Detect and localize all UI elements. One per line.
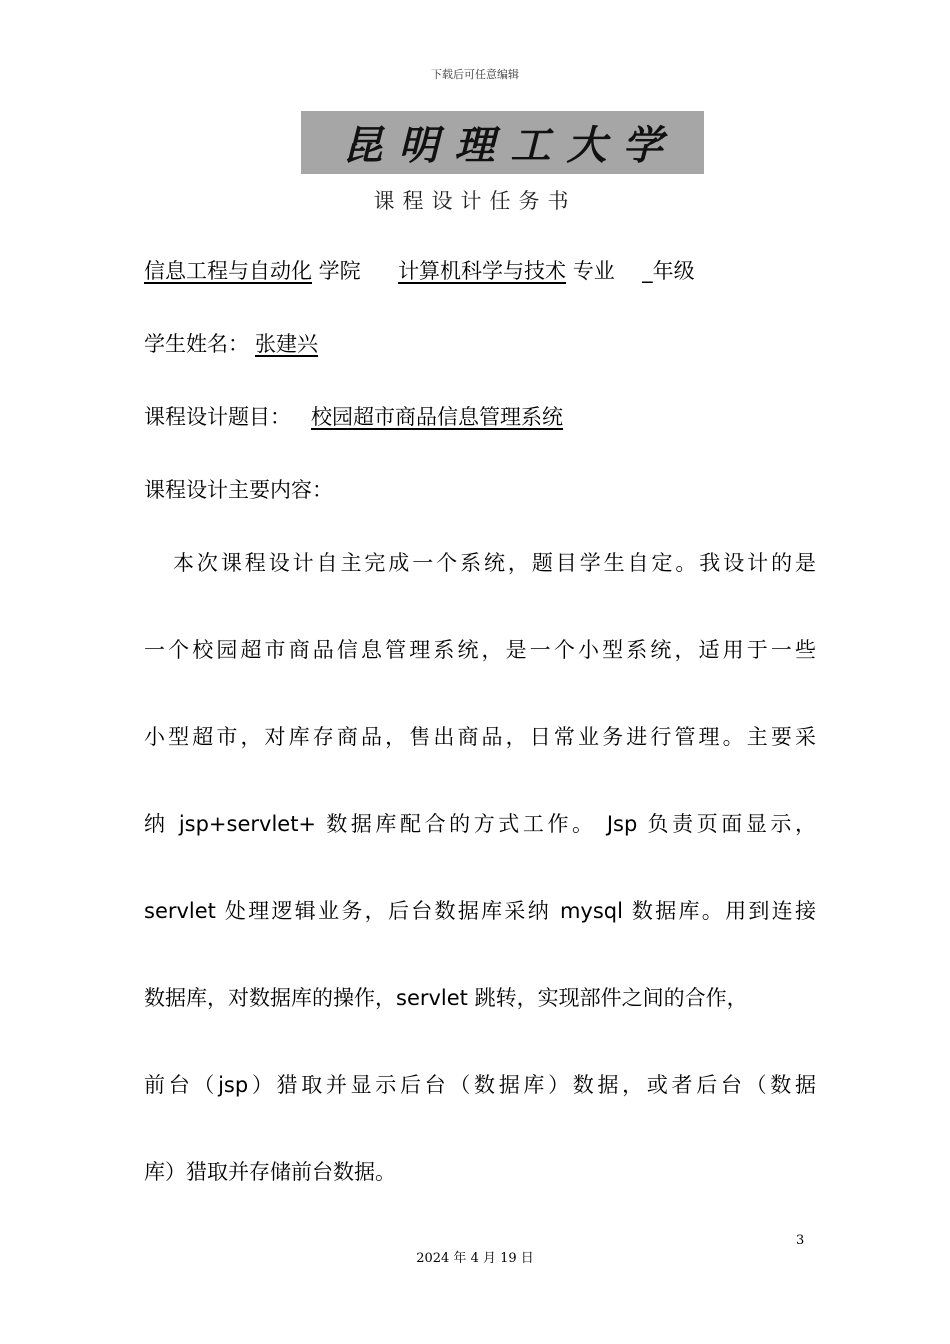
college-suffix: 学院 xyxy=(312,259,361,283)
paragraph-line: 纳 jsp+servlet+ 数据库配合的方式工作。 Jsp 负责页面显示， xyxy=(144,812,816,836)
content-label: 课程设计主要内容： xyxy=(144,478,333,502)
student-label: 学生姓名： xyxy=(144,332,249,356)
document-title: 课程设计任务书 xyxy=(373,189,577,213)
paragraph-line: 数据库，对数据库的操作，servlet 跳转，实现部件之间的合作， xyxy=(144,986,748,1010)
college-major-line xyxy=(144,257,695,285)
major-name: 计算机科学与技术 xyxy=(398,259,567,283)
content-line xyxy=(144,476,333,504)
paragraph-line: 一个校园超市商品信息管理系统，是一个小型系统，适用于一些 xyxy=(144,638,816,662)
paragraph-line: 小型超市，对库存商品，售出商品，日常业务进行管理。主要采 xyxy=(144,725,816,749)
topic-line xyxy=(144,403,563,431)
footer-date: 2024 年 4 月 19 日 xyxy=(416,1251,534,1266)
paragraph-line: servlet 处理逻辑业务，后台数据库采纳 mysql 数据库。用到连接 xyxy=(144,899,816,923)
header-note: 下载后可任意编辑 xyxy=(431,68,519,81)
university-logo xyxy=(301,111,704,174)
topic-label: 课程设计题目： xyxy=(144,405,291,429)
student-name: 张建兴 xyxy=(255,332,318,356)
student-line xyxy=(144,330,370,358)
grade-blank: _ xyxy=(642,259,653,283)
college-name: 信息工程与自动化 xyxy=(144,259,312,283)
paragraph-line: 前台（jsp）猎取并显示后台（数据库）数据，或者后台（数据 xyxy=(144,1073,816,1097)
grade-suffix: 年级 xyxy=(652,259,695,283)
university-logo-text: 昆明理工大学 xyxy=(342,122,679,169)
major-suffix: 专业 xyxy=(566,259,615,283)
paragraph-line: 库）猎取并存储前台数据。 xyxy=(144,1160,396,1184)
paragraph-line: 本次课程设计自主完成一个系统，题目学生自定。我设计的是 xyxy=(173,551,816,575)
topic-name: 校园超市商品信息管理系统 xyxy=(311,405,563,429)
page-number: 3 xyxy=(796,1233,805,1248)
